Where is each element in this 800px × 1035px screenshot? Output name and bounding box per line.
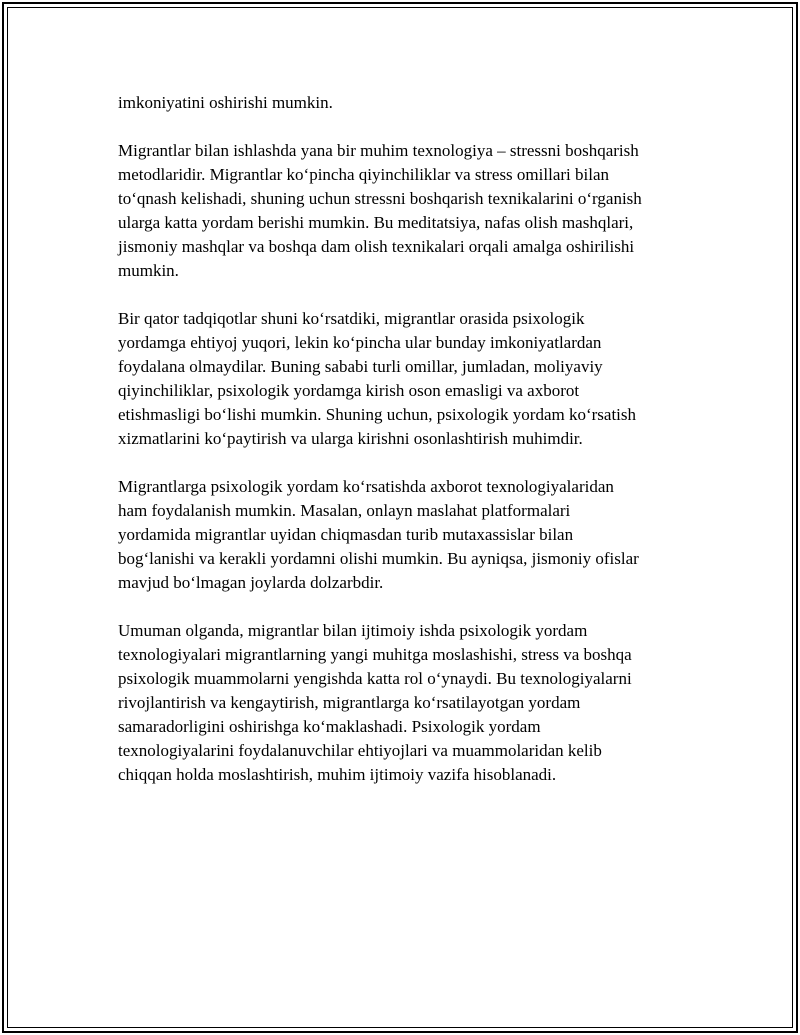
- paragraph-4: Migrantlarga psixologik yordam koʻrsatishda axborot texnologiyalaridan ham foydalanish mumkin. Masalan, onlayn maslahat platformalari yordamida migrantlar uyidan chiqmasdan turib mutaxassislar bilan bogʻlanishi va kerakli yordamni olishi mumkin. Bu ayniqsa, jismoniy ofislar mavjud boʻlmagan joylarda dolzarbdir.: [118, 477, 639, 592]
- document-body: [118, 91, 698, 811]
- paragraph-2: Migrantlar bilan ishlashda yana bir muhim texnologiya – stressni boshqarish metodlaridir. Migrantlar koʻpincha qiyinchiliklar va stress omillari bilan toʻqnash kelishadi, shuning uchun stressni boshqarish texnikalarini oʻrganish ularga katta yordam berishi mumkin. Bu meditatsiya, nafas olish mashqlari, jismoniy mashqlar va boshqa dam olish texnikalari orqali amalga oshirilishi mumkin.: [118, 141, 642, 280]
- paragraph-1: imkoniyatini oshirishi mumkin.: [118, 93, 333, 112]
- paragraph-3: Bir qator tadqiqotlar shuni koʻrsatdiki, migrantlar orasida psixologik yordamga ehtiyoj yuqori, lekin koʻpincha ular bunday imkoniyatlardan foydalana olmaydilar. Buning sababi turli omillar, jumladan, moliyaviy qiyinchiliklar, psixologik yordamga kirish oson emasligi va axborot etishmasligi boʻlishi mumkin. Shuning uchun, psixologik yordam koʻrsatish xizmatlarini koʻpaytirish va ularga kirishni osonlashtirish muhimdir.: [118, 309, 637, 448]
- paragraph-5: Umuman olganda, migrantlar bilan ijtimoiy ishda psixologik yordam texnologiyalari migrantlarning yangi muhitga moslashishi, stress va boshqa psixologik muammolarni yengishda katta rol oʻynaydi. Bu texnologiyalarni rivojlantirish va kengaytirish, migrantlarga koʻrsatilayotgan yordam samaradorligini oshirishga koʻmaklashadi. Psixologik yordam texnologiyalarini foydalanuvchilar ehtiyojlari va muammolaridan kelib chiqqan holda moslashtirish, muhim ijtimoiy vazifa hisoblanadi.: [118, 621, 632, 784]
